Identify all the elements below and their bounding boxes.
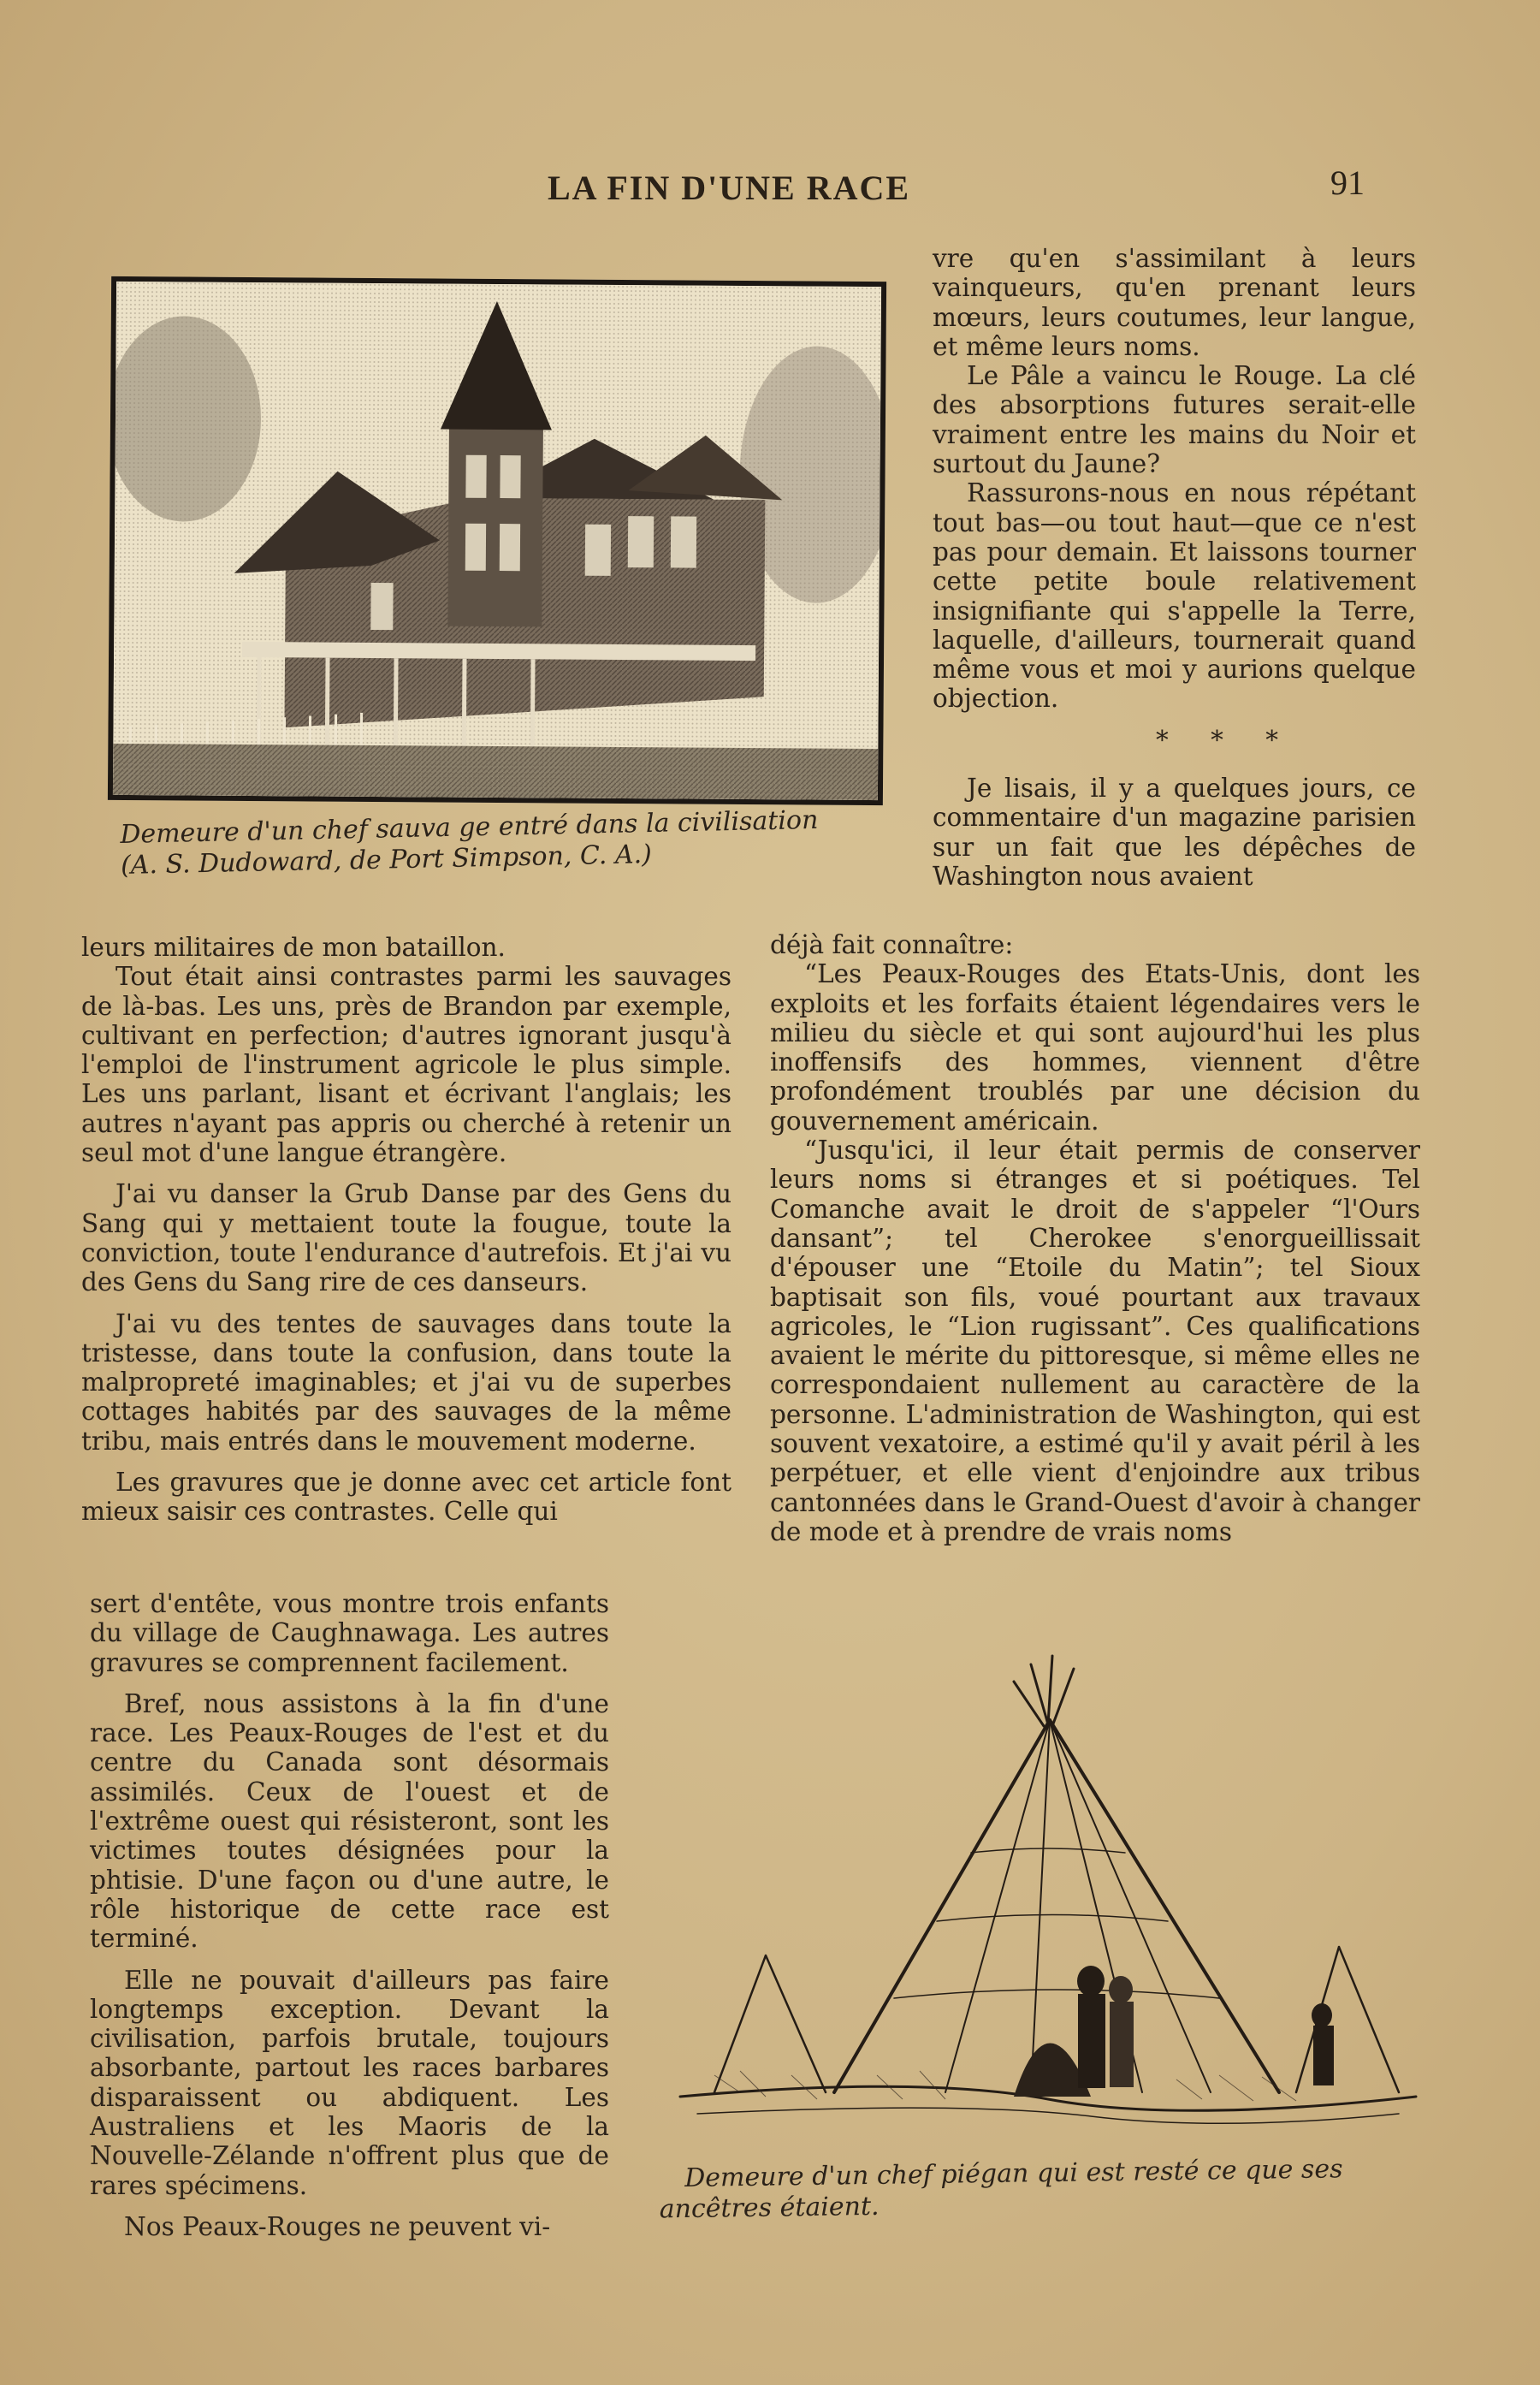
house-illustration: [113, 282, 881, 800]
sketch-caption: [659, 2154, 1343, 2225]
photo-caption-line: Demeure d'un chef sauva ge entré dans la civilisation: [120, 804, 819, 850]
paragraph: vre qu'en s'assimilant à leurs vainqueurs, qu'en prenant leurs mœurs, leurs coutumes, leur langue, et même leurs noms.: [933, 244, 1416, 361]
sketch-caption-line: Demeure d'un chef piégan qui est resté ce que ses: [684, 2154, 1343, 2193]
paragraph: leurs militaires de mon bataillon.: [81, 933, 506, 962]
photo-caption: [120, 805, 819, 881]
photo-caption-line: (A. S. Dudoward, de Port Simpson, C. A.): [120, 839, 653, 881]
paragraph: Nos Peaux-Rouges ne peuvent vi-: [124, 2211, 551, 2241]
left-column-wide: [81, 933, 732, 1527]
paragraph: Les gravures que je donne avec cet article font mieux saisir ces contrastes. Celle qui: [81, 1468, 732, 1527]
house-photograph: [108, 276, 886, 805]
left-column-narrow: [90, 1589, 609, 2241]
paragraph: Le Pâle a vaincu le Rouge. La clé des absorptions futures serait-elle vraiment entre les mains du Noir et surtout du Jaune?: [933, 361, 1416, 479]
paragraph: Elle ne pouvait d'ailleurs pas faire longtemps exception. Devant la civilisation, parfois brutale, toujours absorbante, partout les races barbares disparaissent ou abdiquent. Les Australiens et les Maoris de la Nouvelle-Zélande n'offrent plus que de rares spécimens.: [90, 1965, 609, 2200]
paragraph: Je lisais, il y a quelques jours, ce commentaire d'un magazine parisien sur un fait que les dépêches de Washington nous avaient: [933, 774, 1416, 891]
paragraph: “Jusqu'ici, il leur était permis de conserver leurs noms si étranges et si poétiques. Tel Comanche avait le droit de s'appeler “l'Ours dansant”; tel Cherokee s'enorgueillissait d'épouser une “Etoile du Matin”; tel Sioux baptisait son fils, voué pourtant aux travaux agricoles, le “Lion rugissant”. Ces qualifications avaient le mérite du pittoresque, si même elles ne correspondaient nullement au caractère de la personne. L'administration de Washington, qui est souvent vexatoire, a estimé qu'il y avait péril à les perpétuer, et elle vient d'enjoindre aux tribus cantonnées dans le Grand-Ouest d'avoir à changer de mode et à prendre de vrais noms: [770, 1136, 1420, 1546]
running-head: LA FIN D'UNE RACE: [548, 169, 911, 207]
paragraph: sert d'entête, vous montre trois enfants du village de Caughnawaga. Les autres gravures se comprennent facilement.: [90, 1589, 609, 1677]
paragraph: Bref, nous assistons à la fin d'une race. Les Peaux-Rouges de l'est et du centre du Canada sont désormais assimilés. Ceux de l'ouest et de l'extrême ouest qui résisteront, sont les victimes toutes désignées pour la phtisie. D'une façon ou d'une autre, le rôle historique de cette race est terminé.: [90, 1688, 609, 1954]
paragraph: déjà fait connaître:: [770, 930, 1014, 959]
paragraph: J'ai vu des tentes de sauvages dans toute la tristesse, dans toute la confusion, dans toute la malpropreté imaginables; et j'ai vu de superbes cottages habités par des sauvages de la même tribu, mais entrés dans le mouvement moderne.: [81, 1308, 732, 1456]
page-number: 91: [1330, 163, 1365, 202]
tipi-sketch: [663, 1630, 1424, 2144]
paragraph: “Les Peaux-Rouges des Etats-Unis, dont les exploits et les forfaits étaient légendaires vers le milieu du siècle et qui sont aujourd'hui les plus inoffensifs des hommes, viennent d'être profondément troublés par une décision du gouvernement américain.: [770, 959, 1420, 1136]
tipi-illustration: [663, 1630, 1424, 2144]
right-column-wide: [770, 930, 1420, 1546]
section-break: * * *: [1155, 725, 1295, 755]
sketch-caption-line: ancêtres étaient.: [659, 2191, 880, 2225]
paragraph: J'ai vu danser la Grub Danse par des Gens du Sang qui y mettaient toute la fougue, toute la conviction, toute l'endurance d'autrefois. Et j'ai vu des Gens du Sang rire de ces danseurs.: [81, 1179, 732, 1297]
paragraph: Tout était ainsi contrastes parmi les sauvages de là-bas. Les uns, près de Brandon par exemple, cultivant en perfection; d'autres ignorant jusqu'à l'emploi de l'instrument agricole le plus simple. Les uns parlant, lisant et écrivant l'anglais; les autres n'ayant pas appris ou cherché à retenir un seul mot d'une langue étrangère.: [81, 962, 732, 1168]
paragraph: Rassurons-nous en nous répétant tout bas—ou tout haut—que ce n'est pas pour demain. Et laissons tourner cette petite boule relativement insignifiante qui s'appelle la Terre, laquelle, d'ailleurs, tournerait quand même vous et moi y aurions quelque objection.: [933, 478, 1416, 714]
right-column-top: [933, 244, 1416, 891]
